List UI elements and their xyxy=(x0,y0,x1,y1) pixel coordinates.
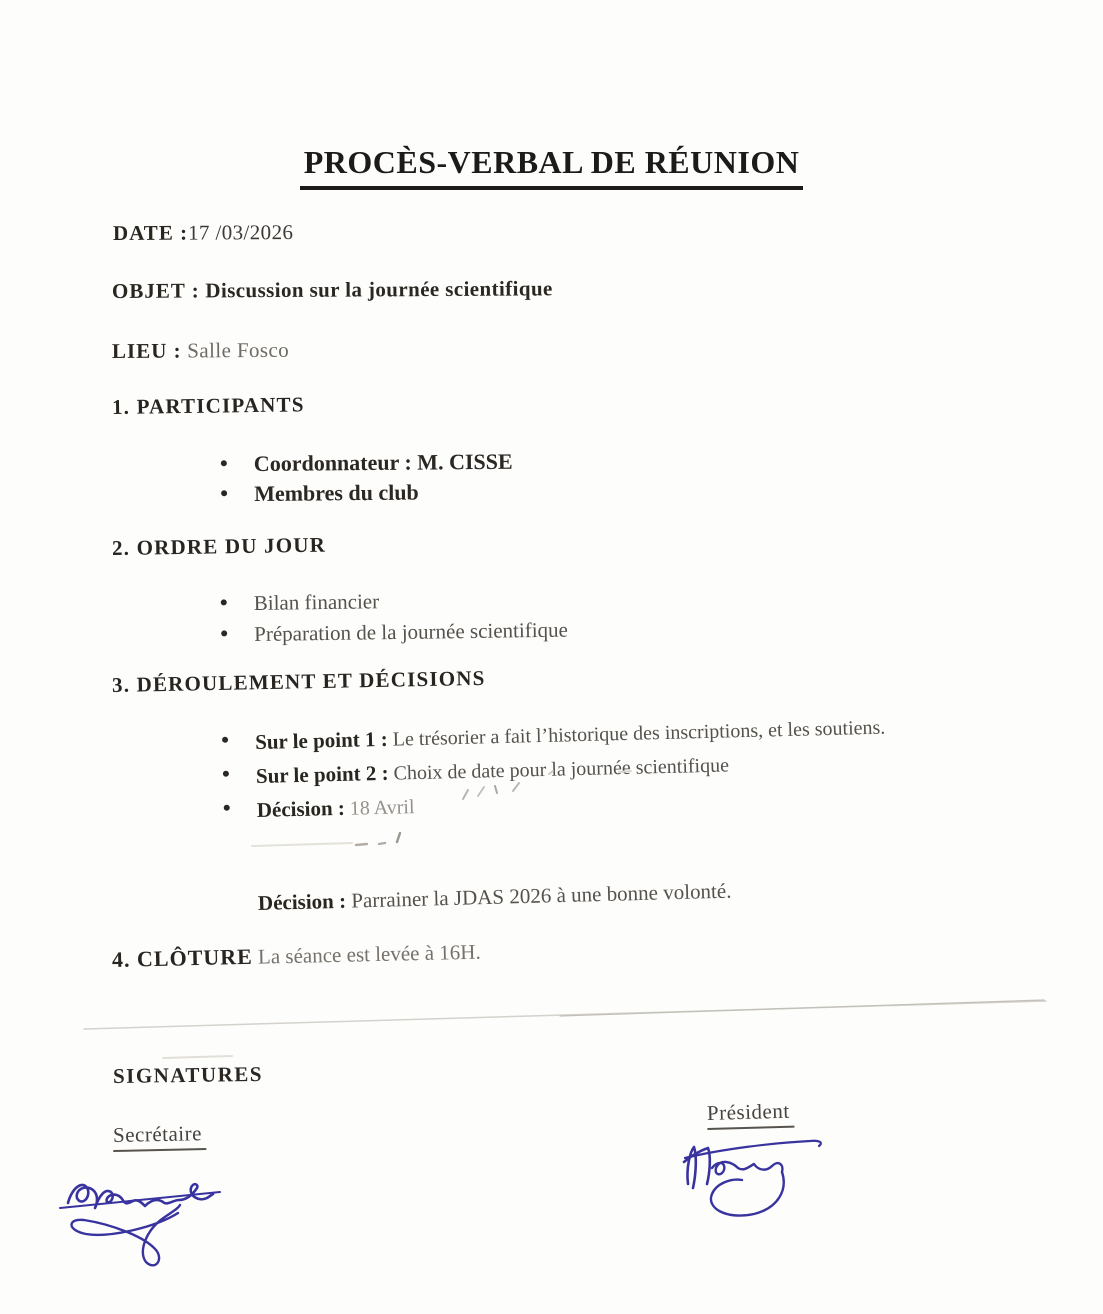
participants-list xyxy=(254,447,513,509)
participant-item: Coordonnateur : M. CISSE xyxy=(254,447,513,479)
lieu-row xyxy=(112,338,289,364)
point-2-label: Sur le point 2 : xyxy=(255,760,389,788)
date-label: DATE : xyxy=(112,220,189,245)
ordre-item: Préparation de la journée scientifique xyxy=(254,615,568,650)
date-value: 17 /03/2026 xyxy=(187,220,294,245)
signatures-heading: SIGNATURES xyxy=(112,1061,264,1088)
title-block xyxy=(0,144,1103,190)
point-1-label: Sur le point 1 : xyxy=(254,726,389,755)
ordre-du-jour-heading: 2. ORDRE DU JOUR xyxy=(111,532,327,560)
objet-label: OBJET : xyxy=(111,278,200,303)
decision-1-text: 18 Avril xyxy=(349,796,415,820)
cloture-row xyxy=(112,939,481,973)
objet-row xyxy=(112,276,553,304)
ordre-du-jour-list xyxy=(254,584,569,650)
cloture-text: La séance est levée à 16H. xyxy=(257,939,481,969)
deroulement-list xyxy=(255,711,888,828)
decision-2-text: Parrainer la JDAS 2026 à une bonne volonté. xyxy=(350,878,732,913)
decision-1-label: Décision : xyxy=(256,795,346,822)
date-row xyxy=(113,220,293,246)
cloture-heading: 4. CLÔTURE xyxy=(111,943,254,972)
president-label-wrap xyxy=(707,1099,794,1126)
secretary-signature xyxy=(58,1163,253,1288)
objet-value: Discussion sur la journée scientifique xyxy=(205,276,553,303)
president-signature xyxy=(680,1136,835,1231)
extra-decision-row xyxy=(258,879,732,916)
decision-2-label: Décision : xyxy=(257,888,347,915)
point-1-text: Le trésorier a fait l’historique des inscriptions, et les soutiens. xyxy=(392,716,886,751)
president-label: Président xyxy=(707,1099,794,1130)
lieu-label: LIEU : xyxy=(111,338,182,363)
participants-heading: 1. PARTICIPANTS xyxy=(111,392,305,419)
participant-item: Membres du club xyxy=(254,477,513,509)
point-2-text: Choix de date pour la journée scientifique xyxy=(393,754,730,785)
lieu-value: Salle Fosco xyxy=(187,337,290,363)
ordre-item: Bilan financier xyxy=(254,584,568,619)
deroulement-heading: 3. DÉROULEMENT ET DÉCISIONS xyxy=(111,665,486,697)
secretary-label-wrap xyxy=(113,1121,206,1148)
secretary-label: Secrétaire xyxy=(113,1121,207,1152)
document-title: PROCÈS-VERBAL DE RÉUNION xyxy=(300,144,804,190)
